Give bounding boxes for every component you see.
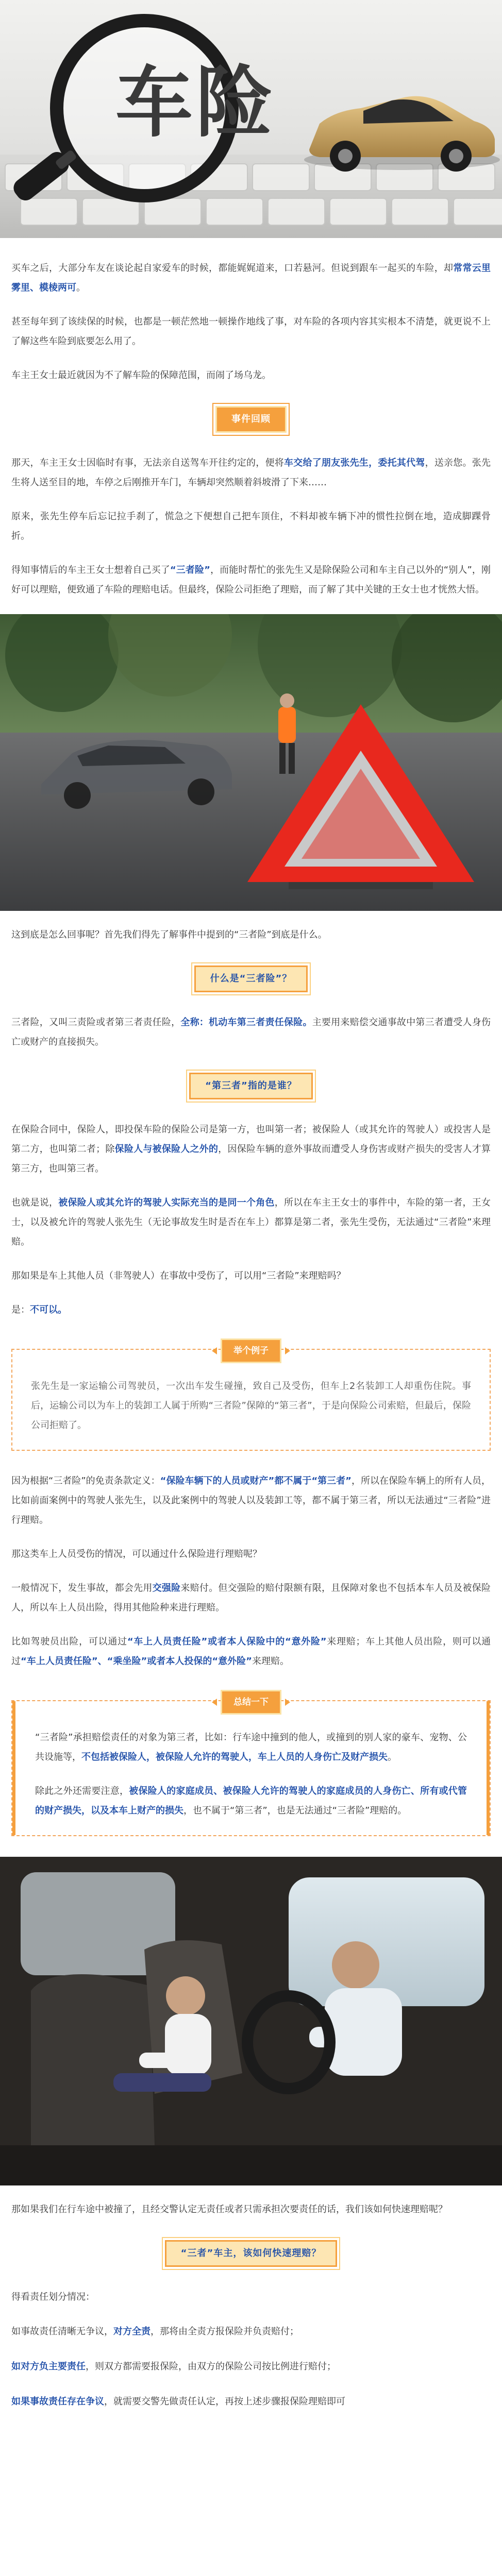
badge-quick-claim: “三者”车主，该如何快速理赔？ — [165, 2240, 338, 2267]
answer-emphasis: 不可以。 — [30, 1304, 67, 1315]
claim-text-end: 来理赔。 — [252, 1656, 289, 1667]
claim-text: 比如驾驶员出险，可以通过 — [11, 1636, 127, 1647]
event-paragraph-3 — [11, 561, 491, 600]
summary-paragraph-2 — [35, 1782, 467, 1821]
intro-paragraph-2: 甚至每年到了该续保的时候，也都是一顿茫然地一顿操作地线了事，对车险的各项内容其实根本不清楚，就更说不上了解这些车险到底要怎么用了。 — [11, 316, 491, 347]
summary-right-strip — [487, 1701, 490, 1835]
third-party-paragraph-2 — [11, 1193, 491, 1252]
answer-label: 是： — [11, 1304, 30, 1315]
section-badge-who-is-third-party — [11, 1073, 491, 1099]
claim-text-mid: 来理赔；车上其他人员出险，则可以通过 — [11, 1636, 491, 1667]
summary-text: 除此之外还需要注意， — [35, 1786, 129, 1797]
third-party-text-end: ，所以在车主王女士的事件中，车险的第一者，王女士，以及被允许的驾驶人张先生（无论事故发生时是否在车上）都算是第二者，张先生受伤，无法通过“三者险”来理赔。 — [11, 1197, 491, 1247]
event-paragraph-2: 原来，张先生停车后忘记拉手刹了，慌急之下便想自己把车顶住，不料却被车辆下冲的惯性拉倒在地，造成脚踝骨折。 — [11, 511, 491, 541]
summary-box — [11, 1697, 491, 1836]
list-emphasis: 如果事故责任存在争议 — [11, 2396, 104, 2407]
hero-title: 车险 — [115, 58, 276, 148]
summary-text: “三者险”承担赔偿责任的对象为第三者，比如：行车途中撞到的他人，或撞到的别人家的豪车、宠物、公共设施等， — [35, 1732, 467, 1762]
summary-left-strip — [12, 1701, 15, 1835]
third-party-answer — [11, 1300, 491, 1320]
event-emphasis: “三者险” — [170, 565, 210, 575]
section-badge-what-is — [11, 965, 491, 992]
car-interior-image — [0, 1857, 502, 2185]
exclusion-text: 因为根据“三者险”的免责条款定义： — [11, 1476, 160, 1486]
summary-text-end: 。 — [388, 1752, 397, 1762]
summary-text-end: ，也不属于“第三者”，也是无法通过“三者险”理赔的。 — [183, 1805, 407, 1816]
summary-tag — [221, 1690, 281, 1715]
responsibility-item-2 — [11, 2357, 491, 2377]
list-text: 如事故责任清晰无争议， — [11, 2326, 113, 2337]
section2-intro: 这到底是怎么回事呢？首先我们得先了解事件中提到的“三者险”到底是什么。 — [11, 929, 327, 940]
intro-emphasis: 常常云里雾里、模棱两可 — [11, 263, 491, 293]
badge-who-is-third-party: “第三者”指的是谁？ — [189, 1073, 313, 1099]
compulsory-emphasis: 交强险 — [152, 1583, 181, 1594]
event-text-end: ，送亲您。张先生将人送至目的地，车停之后刚推开车门，车辆却突然顺着斜坡滑了下来…… — [11, 457, 491, 488]
third-party-emphasis: 被保险人或其允许的驾驶人实际充当的是同一个角色 — [58, 1197, 275, 1208]
summary-tag-label: 总结一下 — [233, 1697, 269, 1707]
responsibility-list — [11, 2321, 491, 2412]
definition-emphasis: 全称：机动车第三者责任保险。 — [180, 1017, 312, 1028]
toy-car-icon — [304, 96, 500, 172]
badge-event-review: 事件回顾 — [215, 406, 287, 433]
quick-claim-intro: 那如果我们在行车途中被撞了，且经交警认定无责任或者只需承担次要责任的话，我们该如何快速理赔呢？ — [11, 2204, 447, 2215]
responsibility-item-3 — [11, 2392, 491, 2412]
list-emphasis: 如对方负主要责任 — [11, 2361, 86, 2372]
event-emphasis: 车交给了朋友张先生，委托其代驾 — [283, 457, 425, 468]
compulsory-text: 一般情况下，发生事故，都会先用 — [11, 1583, 153, 1594]
example-text: 张先生是一家运输公司驾驶员，一次出车发生碰撞，致自己及受伤，但车上2名装卸工人却重伤住院。事后，运输公司以为车上的装卸工人属于所购“三者险”保障的“第三者”，于是向保险公司索赔，但最后，保险公司拒赔了。 — [31, 1381, 471, 1431]
exclusion-text-end: ，所以在保险车辆上的所有人员，比如前面案例中的驾驶人张先生，以及此案例中的驾驶人以及装卸工等，都不属于第三者，所以无法通过“三者险”进行理赔。 — [11, 1476, 491, 1526]
example-tag-label: 举个例子 — [233, 1346, 269, 1356]
intro-paragraph-3: 车主王女士最近就因为不了解车险的保障范围，而闹了场乌龙。 — [11, 370, 271, 381]
compulsory-text-end: 来赔付。但交强险的赔付限额有限，且保障对象也不包括本车人员及被保险人，所以车上人员出险，得用其他险种来进行理赔。 — [11, 1583, 491, 1613]
compulsory-paragraph — [11, 1579, 491, 1618]
claim-emphasis-1: “车上人员责任险”或者本人保险中的“意外险” — [127, 1636, 327, 1647]
claim-emphasis-2: “车上人员责任险”、“乘坐险”或者本人投保的“意外险” — [21, 1656, 252, 1667]
hero-banner — [0, 0, 502, 238]
definition-paragraph — [11, 1013, 491, 1052]
third-party-paragraph-1 — [11, 1120, 491, 1179]
definition-text-end: 主要用来赔偿交通事故中第三者遭受人身伤亡或财产的直接损失。 — [11, 1017, 491, 1047]
summary-emphasis: 不包括被保险人，被保险人允许的驾驶人，车上人员的人身伤亡及财产损失 — [81, 1752, 388, 1762]
event-text: 那天，车主王女士因临时有事，无法亲自送驾车开往约定的，便将 — [11, 457, 284, 468]
definition-text: 三者险，又叫三责险或者第三者责任险， — [11, 1017, 181, 1028]
third-party-emphasis: 保险人与被保险人之外的 — [114, 1144, 219, 1155]
event-paragraph-1 — [11, 453, 491, 493]
responsibility-item-1 — [11, 2321, 491, 2342]
third-party-text: 也就是说， — [11, 1197, 59, 1208]
event-text-end: ，而能时帮忙的张先生又是除保险公司和车主自己以外的“别人”，刚好可以理赔，便致通了车险的理赔电话。但最终，保险公司拒绝了理赔，而了解了其中关键的王女士也才恍然大悟。 — [11, 565, 491, 595]
claim-options-paragraph — [11, 1632, 491, 1671]
list-text-end: ，则双方都需要报保险，由双方的保险公司按比例进行赔付； — [86, 2361, 336, 2372]
section-badge-event-review — [11, 406, 491, 433]
intro-paragraph-1 — [11, 259, 491, 298]
third-party-question: 那如果是车上其他人员（非驾驶人）在事故中受伤了，可以用“三者险”来理赔吗？ — [11, 1270, 346, 1281]
summary-paragraph-1 — [35, 1728, 467, 1767]
exclusion-paragraph — [11, 1471, 491, 1530]
list-text-end: ，就需要交警先做责任认定，再按上述步骤报保险理赔即可 — [104, 2396, 345, 2407]
accident-scene-image — [0, 614, 502, 911]
exclusion-emphasis: “保险车辆下的人员或财产”都不属于“第三者” — [160, 1476, 352, 1486]
event-text: 得知事情后的车主王女士想着自己买了 — [11, 565, 170, 575]
intro-text-end: 。 — [76, 282, 86, 293]
badge-what-is-third-party-insurance: 什么是“三者险”？ — [194, 965, 308, 992]
responsibility-intro: 得看责任划分情况： — [11, 2292, 95, 2302]
example-tag — [221, 1338, 281, 1363]
intro-text: 买车之后，大部分车友在谈论起自家爱车的时候，都能娓娓道来，口若悬河。但说到跟车一起买的车险，却 — [11, 263, 454, 274]
accident-photo — [0, 614, 502, 911]
summary-emphasis: 被保险人的家庭成员、被保险人允许的驾驶人的家庭成员的人身伤亡、所有或代管的财产损失，以及本车上财产的损失 — [35, 1786, 467, 1816]
section-badge-quick-claim — [11, 2240, 491, 2267]
list-text-end: ，那将由全责方报保险并负责赔付； — [150, 2326, 299, 2337]
third-party-text-end: ，因保险车辆的意外事故而遭受人身伤害或财产损失的受害人才算第三方，也叫第三者。 — [11, 1144, 491, 1174]
list-emphasis: 对方全责 — [113, 2326, 150, 2337]
third-party-text: 在保险合同中，保险人，即投保车险的保险公司是第一方，也叫第一者；被保险人（或其允许的驾驶人）或投害人是第二方，也叫第二者；除 — [11, 1124, 491, 1155]
car-interior-photo — [0, 1857, 502, 2185]
exclusion-question: 那这类车上人员受伤的情况，可以通过什么保险进行理赔呢？ — [11, 1549, 262, 1560]
example-box — [11, 1346, 491, 1451]
